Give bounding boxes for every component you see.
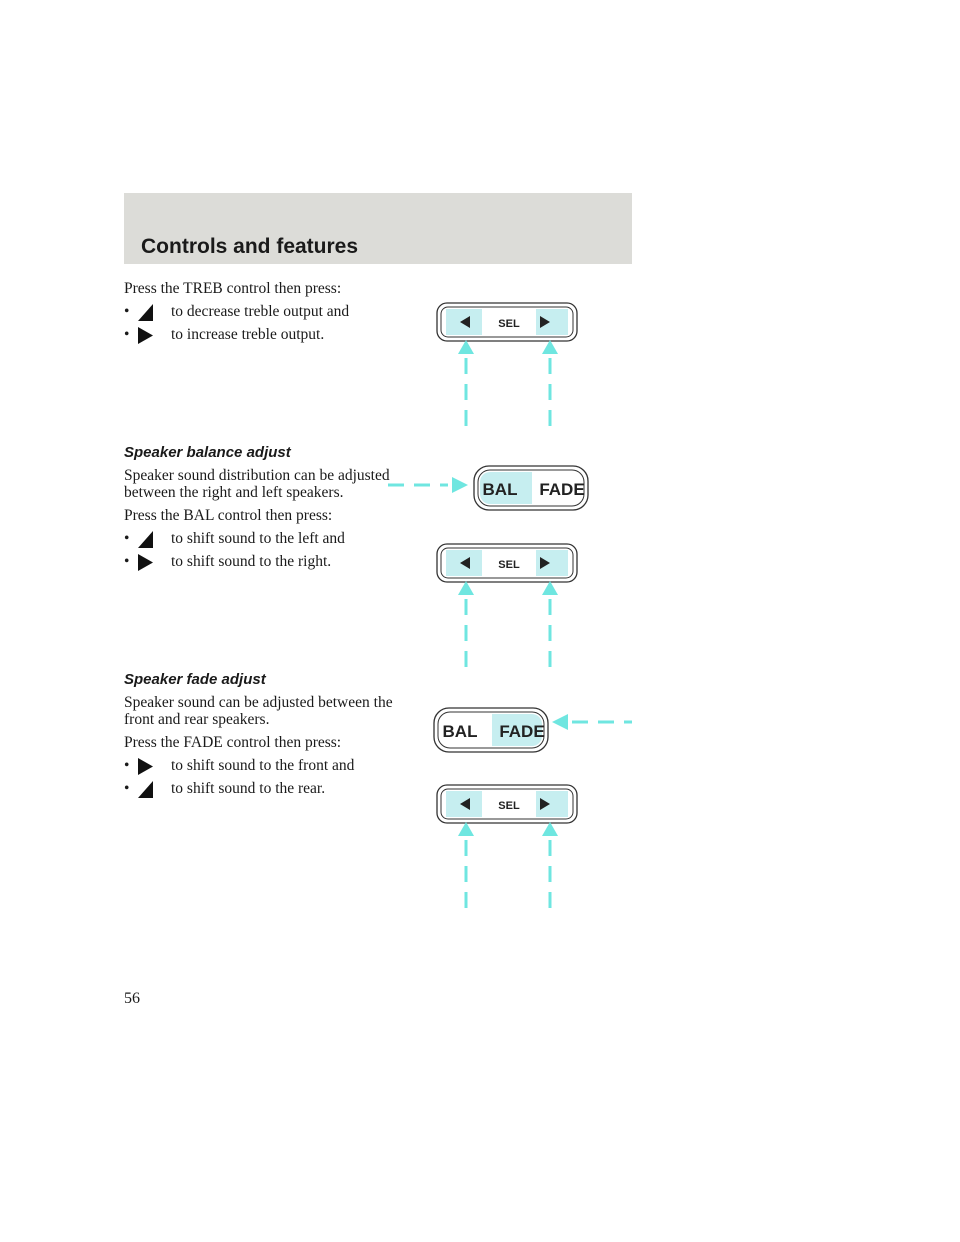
fade-heading: Speaker fade adjust bbox=[124, 671, 266, 688]
right-triangle-icon bbox=[138, 758, 153, 775]
right-triangle-icon bbox=[138, 554, 153, 571]
sel-button-balance bbox=[436, 541, 580, 673]
list-item: • to increase treble output. bbox=[124, 326, 325, 343]
svg-text:SEL: SEL bbox=[498, 559, 520, 571]
bal-fade-control-bal-active bbox=[388, 463, 592, 513]
left-triangle-icon bbox=[138, 304, 153, 321]
svg-text:SEL: SEL bbox=[498, 800, 520, 812]
fade-intro: Press the FADE control then press: bbox=[124, 734, 342, 751]
bal-fade-control-fade-active bbox=[432, 705, 632, 755]
page-title: Controls and features bbox=[141, 235, 359, 258]
left-triangle-icon bbox=[138, 781, 153, 798]
list-item: • to shift sound to the rear. bbox=[124, 780, 326, 797]
svg-text:FADE: FADE bbox=[539, 480, 585, 499]
page-number: 56 bbox=[124, 990, 140, 1007]
up-arrow-icon bbox=[458, 581, 474, 595]
list-item: • to decrease treble output and bbox=[124, 303, 350, 320]
list-item: • to shift sound to the front and bbox=[124, 757, 355, 774]
up-arrow-icon bbox=[542, 822, 558, 836]
up-arrow-icon bbox=[542, 581, 558, 595]
left-arrow-icon bbox=[552, 714, 568, 730]
right-arrow-icon bbox=[452, 477, 468, 493]
svg-text:BAL: BAL bbox=[482, 480, 518, 499]
left-triangle-icon bbox=[138, 531, 153, 548]
sel-button-fade bbox=[436, 782, 580, 914]
svg-text:BAL: BAL bbox=[442, 722, 478, 741]
balance-body: Speaker sound distribution can be adjusted between the right and left speakers. bbox=[124, 467, 390, 501]
svg-text:FADE: FADE bbox=[499, 722, 545, 741]
sel-button-treble bbox=[436, 300, 580, 432]
list-item: • to shift sound to the left and bbox=[124, 530, 345, 547]
balance-intro: Press the BAL control then press: bbox=[124, 507, 333, 524]
section-header bbox=[124, 193, 632, 264]
right-triangle-icon bbox=[138, 327, 153, 344]
fade-body: Speaker sound can be adjusted between the front and rear speakers. bbox=[124, 694, 393, 728]
content-column bbox=[124, 278, 394, 797]
up-arrow-icon bbox=[458, 822, 474, 836]
treble-intro: Press the TREB control then press: bbox=[124, 280, 342, 297]
up-arrow-icon bbox=[542, 340, 558, 354]
balance-heading: Speaker balance adjust bbox=[124, 444, 291, 461]
up-arrow-icon bbox=[458, 340, 474, 354]
svg-text:SEL: SEL bbox=[498, 318, 520, 330]
list-item: • to shift sound to the right. bbox=[124, 553, 332, 570]
